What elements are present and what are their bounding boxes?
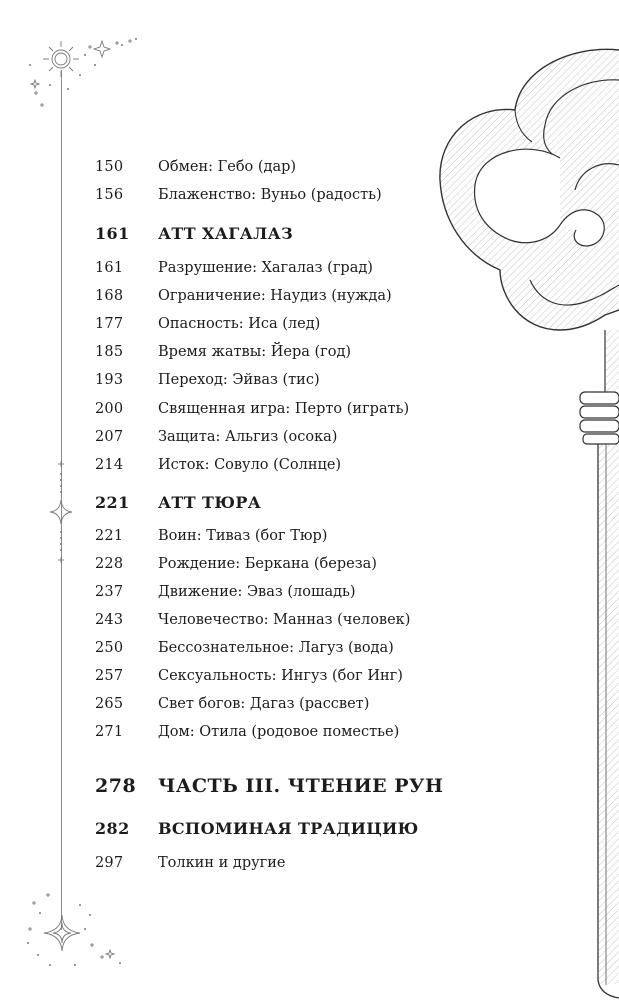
toc-title: Защита: Альгиз (осока) (158, 429, 338, 445)
toc-page-number: 150 (95, 159, 124, 175)
toc-section-heading[interactable] (0, 817, 440, 841)
toc-title: Толкин и другие (158, 855, 286, 871)
toc-title: АТТ ХАГАЛАЗ (158, 224, 294, 243)
toc-title: Сексуальность: Ингуз (бог Инг) (158, 668, 403, 684)
toc-title: Свет богов: Дагаз (рассвет) (158, 696, 370, 712)
toc-page-number: 168 (95, 288, 124, 304)
toc-page-number: 207 (95, 429, 124, 445)
toc-page-number: 278 (95, 775, 137, 797)
toc-row[interactable] (0, 636, 440, 660)
toc-page-number: 161 (95, 260, 124, 276)
toc-page-number: 156 (95, 187, 124, 203)
toc-title: Переход: Эйваз (тис) (158, 372, 320, 388)
toc-title: Человечество: Манназ (человек) (158, 612, 411, 628)
toc-row[interactable] (0, 664, 440, 688)
toc-section-heading[interactable] (0, 491, 440, 515)
toc-page-number: 237 (95, 584, 124, 600)
toc-page-number: 177 (95, 316, 124, 332)
toc-page-number: 161 (95, 224, 130, 243)
toc-row[interactable] (0, 155, 440, 179)
toc-row[interactable] (0, 524, 440, 548)
toc-row[interactable] (0, 284, 440, 308)
toc-title: Ограничение: Наудиз (нужда) (158, 288, 392, 304)
toc-row[interactable] (0, 453, 440, 477)
toc-row[interactable] (0, 425, 440, 449)
toc-section-heading[interactable] (0, 222, 440, 246)
toc-page-number: 250 (95, 640, 124, 656)
toc-page-number: 265 (95, 696, 124, 712)
toc-row[interactable] (0, 580, 440, 604)
toc-title: Время жатвы: Йера (год) (158, 344, 352, 360)
toc-page-number: 185 (95, 344, 124, 360)
toc-row[interactable] (0, 312, 440, 336)
toc-page-number: 282 (95, 819, 130, 838)
ornate-key-illustration-icon (420, 40, 619, 1000)
toc-row[interactable] (0, 368, 440, 392)
toc-title: ЧАСТЬ III. ЧТЕНИЕ РУН (158, 775, 444, 797)
toc-row[interactable] (0, 552, 440, 576)
toc-row[interactable] (0, 340, 440, 364)
toc-title: Бессознательное: Лагуз (вода) (158, 640, 394, 656)
toc-page-number: 271 (95, 724, 124, 740)
toc-title: Опасность: Иса (лед) (158, 316, 321, 332)
toc-page-number: 214 (95, 457, 124, 473)
toc-row[interactable] (0, 608, 440, 632)
toc-row[interactable] (0, 692, 440, 716)
toc-part-heading[interactable] (0, 772, 444, 800)
toc-title: Воин: Тиваз (бог Тюр) (158, 528, 328, 544)
toc-title: Разрушение: Хагалаз (град) (158, 260, 373, 276)
toc-page-number: 257 (95, 668, 124, 684)
toc-page-number: 243 (95, 612, 124, 628)
toc-page-number: 221 (95, 493, 130, 512)
toc-title: Исток: Совуло (Солнце) (158, 457, 342, 473)
toc-page-number: 297 (95, 855, 124, 871)
toc-page-number: 193 (95, 372, 124, 388)
toc-title: ВСПОМИНАЯ ТРАДИЦИЮ (158, 819, 419, 838)
toc-row[interactable] (0, 256, 440, 280)
toc-title: Движение: Эваз (лошадь) (158, 584, 356, 600)
toc-title: Дом: Отила (родовое поместье) (158, 724, 400, 740)
toc-row[interactable] (0, 851, 440, 875)
toc-row[interactable] (0, 183, 440, 207)
toc-title: Обмен: Гебо (дар) (158, 159, 297, 175)
toc-page-number: 221 (95, 528, 124, 544)
toc-row[interactable] (0, 397, 440, 421)
toc-row[interactable] (0, 720, 440, 744)
toc-page-number: 228 (95, 556, 124, 572)
toc-title: Священная игра: Перто (играть) (158, 401, 410, 417)
toc-title: АТТ ТЮРА (158, 493, 262, 512)
toc-title: Блаженство: Вуньо (радость) (158, 187, 382, 203)
toc-title: Рождение: Беркана (береза) (158, 556, 377, 572)
toc-page-number: 200 (95, 401, 124, 417)
